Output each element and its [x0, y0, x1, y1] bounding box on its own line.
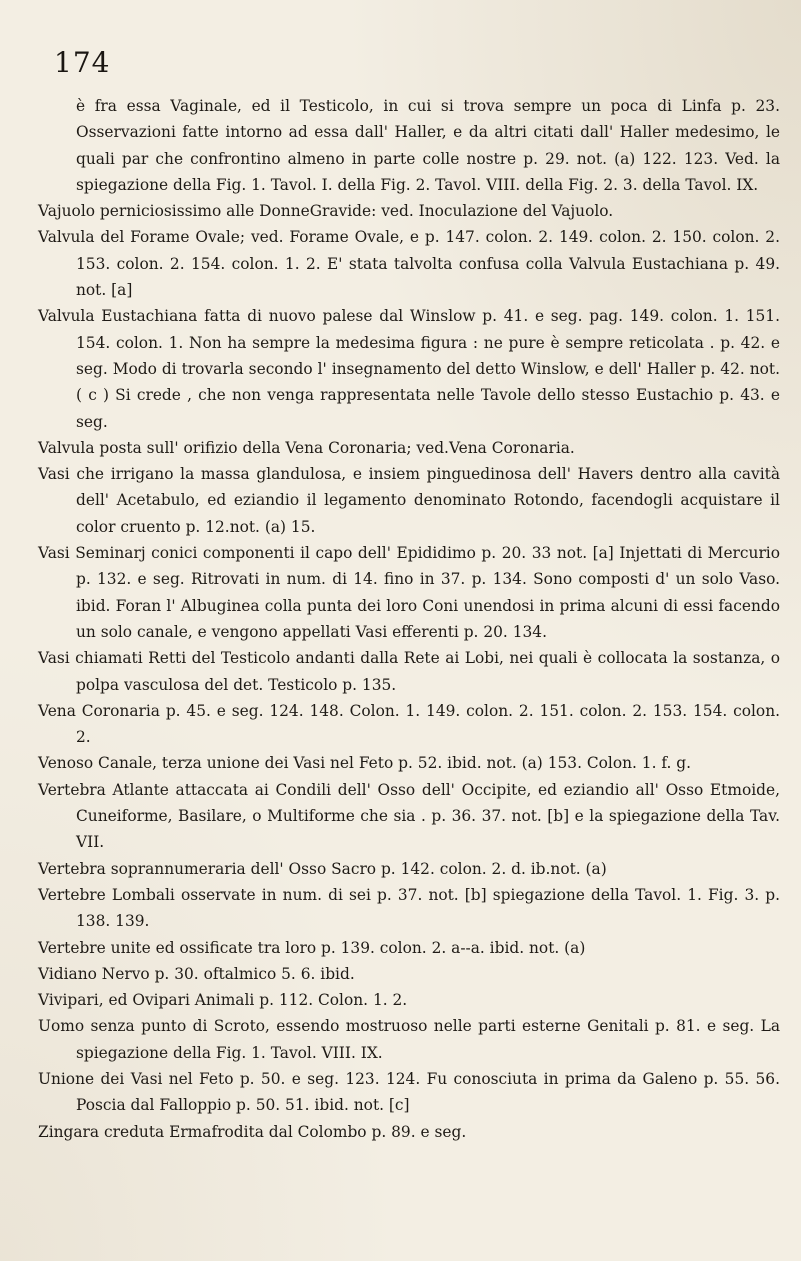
index-entry: Uomo senza punto di Scroto, essendo mostruoso nelle parti esterne Genitali p. 81. e seg. La spiegazione della Fig. 1. Tavol. VIII. IX. — [38, 1017, 780, 1062]
index-entry: Vivipari, ed Ovipari Animali p. 112. Colon. 1. 2. — [38, 991, 408, 1010]
index-entry: Vertebra soprannumeraria dell' Osso Sacro p. 142. colon. 2. d. ib.not. (a) — [38, 859, 607, 878]
index-entry: Valvula del Forame Ovale; ved. Forame Ovale, e p. 147. colon. 2. 149. colon. 2. 150. colon. 2. 153. colon. 2. 154. colon. 1. 2. E' stata talvolta confusa colla Valvula Eustachiana p. 49. not. [a] — [38, 228, 780, 300]
index-entry: Unione dei Vasi nel Feto p. 50. e seg. 123. 124. Fu conosciuta in prima da Galeno p. 55. 56. Poscia dal Falloppio p. 50. 51. ibid. not. [c] — [38, 1069, 780, 1115]
index-entry: Venoso Canale, terza unione dei Vasi nel Feto p. 52. ibid. not. (a) 153. Colon. 1. f. g. — [38, 754, 692, 773]
index-entry: Valvula Eustachiana fatta di nuovo palese dal Winslow p. 41. e seg. pag. 149. colon. 1. 151. 154. colon. 1. Non ha sempre la medesima figura : ne pure è sempre reticolata . p. 42. e seg. Modo di trovarla secondo l' insegnamento del detto Winslow, e dell' Haller p. 42. not. ( c ) Si crede , che non venga rappresentata nelle Tavole dello stesso Eustachio p. 43. e seg. — [38, 307, 780, 431]
index-entry: Vasi che irrigano la massa glandulosa, e insiem pinguedinosa dell' Havers dentro alla cavità dell' Acetabulo, ed eziandio il legamento denominato Rotondo, facendogli acquistare il color cruento p. 12.not. (a) 15. — [38, 465, 780, 536]
index-entry: Vena Coronaria p. 45. e seg. 124. 148. Colon. 1. 149. colon. 2. 151. colon. 2. 153. 154. colon. 2. — [38, 701, 780, 747]
index-entry: Vidiano Nervo p. 30. oftalmico 5. 6. ibid. — [38, 964, 355, 983]
index-entry: Vertebra Atlante attaccata ai Condili dell' Osso dell' Occipite, ed eziandio all' Osso Etmoide, Cuneiforme, Basilare, o Multiforme che sia . p. 36. 37. not. [b] e la spiegazione della Tav. VII. — [38, 780, 780, 852]
index-entry: Zingara creduta Ermafrodita dal Colombo p. 89. e seg. — [38, 1122, 467, 1141]
index-entry: Vertebre unite ed ossificate tra loro p. 139. colon. 2. a--a. ibid. not. (a) — [38, 938, 586, 957]
index-entry: Vajuolo perniciosissimo alle DonneGravide: ved. Inoculazione del Vajuolo. — [38, 202, 614, 221]
index-entry: Vasi Seminarj conici componenti il capo dell' Epididimo p. 20. 33 not. [a] Injettati di Mercurio p. 132. e seg. Ritrovati in num. di 14. fino in 37. p. 134. Sono composti d' un solo Vaso. ibid. Foran l' Albuginea colla punta dei loro Coni unendosi in prima alcuni di essi facendo un solo canale, e vengono appellati Vasi efferenti p. 20. 134. — [38, 544, 780, 641]
index-entries — [38, 93, 780, 1145]
index-entry: Valvula posta sull' orifizio della Vena Coronaria; ved.Vena Coronaria. — [38, 438, 575, 457]
index-entry: Vasi chiamati Retti del Testicolo andanti dalla Rete ai Lobi, nei quali è collocata la sostanza, o polpa vasculosa del det. Testicolo p. 135. — [38, 649, 780, 694]
index-entry: Vertebre Lombali osservate in num. di sei p. 37. not. [b] spiegazione della Tavol. 1. Fig. 3. p. 138. 139. — [38, 885, 780, 931]
page-number: 174 — [54, 46, 111, 79]
index-entry-continuation: è fra essa Vaginale, ed il Testicolo, in cui si trova sempre un poca di Linfa p. 23. Osservazioni fatte intorno ad essa dall' Haller, e da altri citati dall' Haller medesimo, le quali par che confrontino almeno in parte colle nostre p. 29. not. (a) 122. 123. Ved. la spiegazione della Fig. 1. Tavol. I. della Fig. 2. Tavol. VIII. della Fig. 2. 3. della Tavol. IX. — [76, 97, 780, 194]
